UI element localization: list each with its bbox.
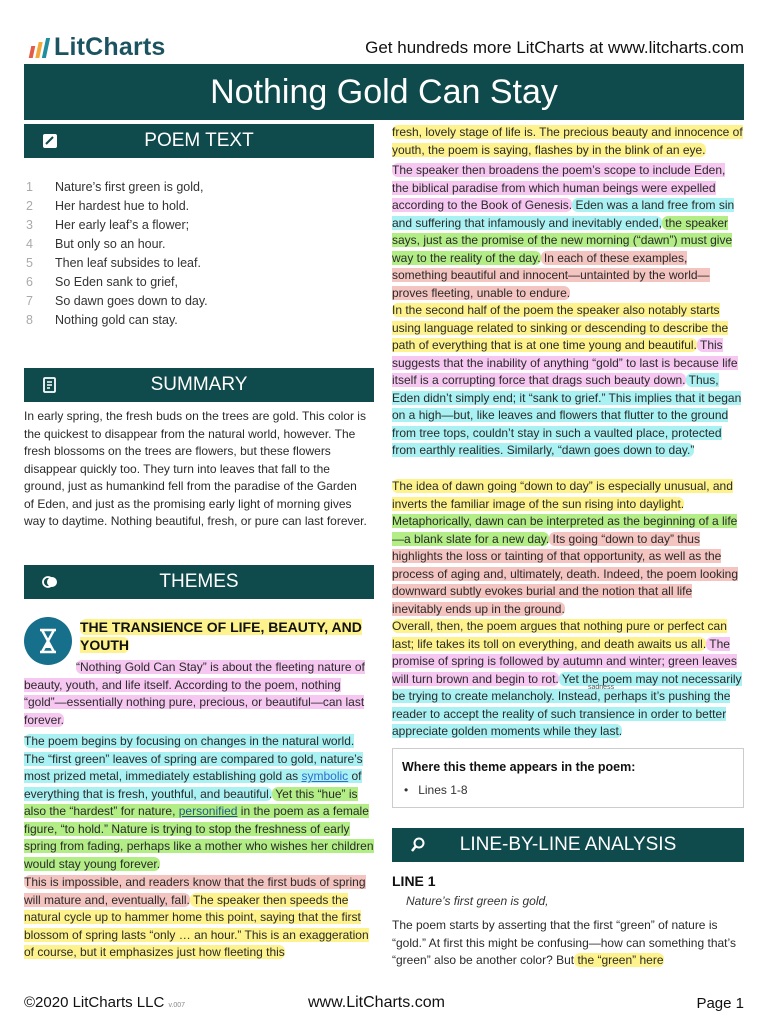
section-title: LINE-BY-LINE ANALYSIS xyxy=(459,834,677,855)
poem-line: 2 Her hardest hue to hold. xyxy=(26,199,190,213)
box-item: • Lines 1-8 xyxy=(404,783,468,797)
poem-lines xyxy=(26,178,366,330)
hourglass-icon xyxy=(24,617,72,665)
personified-link[interactable]: personified xyxy=(178,804,238,818)
line-analysis-header xyxy=(392,828,744,862)
poem-line: 5 Then leaf subsides to leaf. xyxy=(26,256,201,270)
theme-paragraph-3-cont: fresh, lovely stage of life is. The precious beauty and innocence of youth, the poem is saying, flashes by in the blink of an eye. xyxy=(392,125,743,157)
poem-line: 1 Nature’s first green is gold, xyxy=(26,180,204,194)
poem-line: 6 So Eden sank to grief, xyxy=(26,275,178,289)
section-title: SUMMARY xyxy=(150,374,248,395)
footer-version: v.007 xyxy=(168,1002,186,1009)
line-label: LINE 1 xyxy=(392,873,436,889)
footer-page-number: Page 1 xyxy=(696,995,744,1012)
theme-paragraph-5: In the second half of the poem the speaker also notably starts using language related to sinking or descending to describe the path of everything that is at one time young and beautiful. This suggests that the inability of anything “gold” to last is because life itself is a corrupting force that drags such beauty down. Thus, Eden didn’t simply end; it “sank to grief.” This implies that it began on a high—but, like leaves and flowers that flutter to the ground from tree tops, couldn’t stay in such a vaulted place, protected from earthly realities. Similarly, “dawn goes down to day.” xyxy=(392,303,742,457)
theme-paragraph-7: Overall, then, the poem argues that nothing pure or perfect can last; life takes its toll on everything, and death awaits us all. The promise of spring is followed by autumn and winter; green leaves will turn brown and begin to rot. Yet the poem may not necessarily be trying to create melancholy. Instead, perhaps it’s pushing the reader to accept the reality of such transience in order to better appreciate golden moments while they last. xyxy=(392,619,742,738)
summary-header xyxy=(24,368,374,402)
theme-title: THE TRANSIENCE OF LIFE, BEAUTY, AND YOUTH xyxy=(80,619,362,653)
logo-bars-icon xyxy=(30,38,48,58)
margin-note: sadness xyxy=(588,684,615,691)
poem-line: 4 But only so an hour. xyxy=(26,237,166,251)
litcharts-logo[interactable] xyxy=(30,33,166,62)
theme-paragraph-2: The poem begins by focusing on changes in the natural world. The “first green” leaves of spring are compared to gold, nature’s most prized metal, immediately establishing gold as symbolic of everything that is fresh, youthful, and beautiful. Yet this “hue” is also the “hardest” for nature, personified in the poem as a female figure, “to hold.” Nature is trying to stop the freshness of early spring from fading, perhaps like a mother who wishes her children would stay young forever. xyxy=(24,734,374,871)
themes-header xyxy=(24,565,374,599)
footer-copyright: ©2020 LitCharts LLC v.007 xyxy=(24,994,186,1011)
footer-site-link[interactable]: www.LitCharts.com xyxy=(308,994,445,1011)
brand-name: LitCharts xyxy=(54,33,166,61)
poem-line: 8 Nothing gold can stay. xyxy=(26,313,178,327)
theme-paragraph-1: “Nothing Gold Can Stay” is about the fleeting nature of beauty, youth, and life itself. According to the poem, nothing “gold”—essentially nothing pure, precious, or beautiful—can last forever. xyxy=(24,660,365,727)
poem-line: 3 Her early leaf’s a flower; xyxy=(26,218,190,232)
section-title: THEMES xyxy=(159,571,239,592)
box-heading: Where this theme appears in the poem: xyxy=(402,760,636,774)
theme-paragraph-4: The speaker then broadens the poem’s scope to include Eden, the biblical paradise from which human beings were expelled according to the Book of Genesis. Eden was a land free from sin and suffering that infamously and inevitably ended, the speaker says, just as the promise of the new morning (“dawn”) must give way to the reality of the day. In each of these examples, something beautiful and innocent—untainted by the world—proves fleeting, unable to endure. xyxy=(392,163,735,300)
symbolic-link[interactable]: symbolic xyxy=(301,769,349,783)
poem-line: 7 So dawn goes down to day. xyxy=(26,294,208,308)
theme-paragraph-3: This is impossible, and readers know that the first buds of spring will mature and, eventually, fall. The speaker then speeds the natural cycle up to hammer home this point, saying that the first blossom of spring lasts “only … an hour.” This is an exaggeration of course, but it emphasizes just how fleeting this xyxy=(24,875,369,959)
section-title: POEM TEXT xyxy=(144,130,254,151)
line-quote: Nature’s first green is gold, xyxy=(406,894,549,908)
poem-text-header xyxy=(24,124,374,158)
theme-paragraph-6: The idea of dawn going “down to day” is especially unusual, and inverts the familiar image of the sun rising into daylight. Metaphorically, dawn can be interpreted as the beginning of a life—a blank slate for a new day. Its going “down to day” thus highlights the loss or tainting of that opportunity, as well as the process of aging and, ultimately, death. Indeed, the poem looking downward subtly evokes burial and the notion that all life inevitably ends up in the ground. xyxy=(392,479,739,616)
summary-text: In early spring, the fresh buds on the trees are gold. This color is the quickest to disappear from the natural world, however. The fresh blossoms on the trees are flowers, but these flowers disappear quickly too. They turn into leaves that fall to the ground, just as humankind fell from the paradise of the Garden of Eden, and just as the promising early light of morning gives way to daytime. Nothing beautiful, fresh, or pure can last forever. xyxy=(24,409,367,528)
theme-appearance-box xyxy=(392,748,744,808)
header-tagline: Get hundreds more LitCharts at www.litcharts.com xyxy=(365,38,744,57)
line-analysis-text: The poem starts by asserting that the first “green” of nature is “gold.” At first this might be confusing—how can something that’s “green” also be another color? But the “green” here xyxy=(392,918,736,967)
page-title: Nothing Gold Can Stay xyxy=(24,64,744,120)
